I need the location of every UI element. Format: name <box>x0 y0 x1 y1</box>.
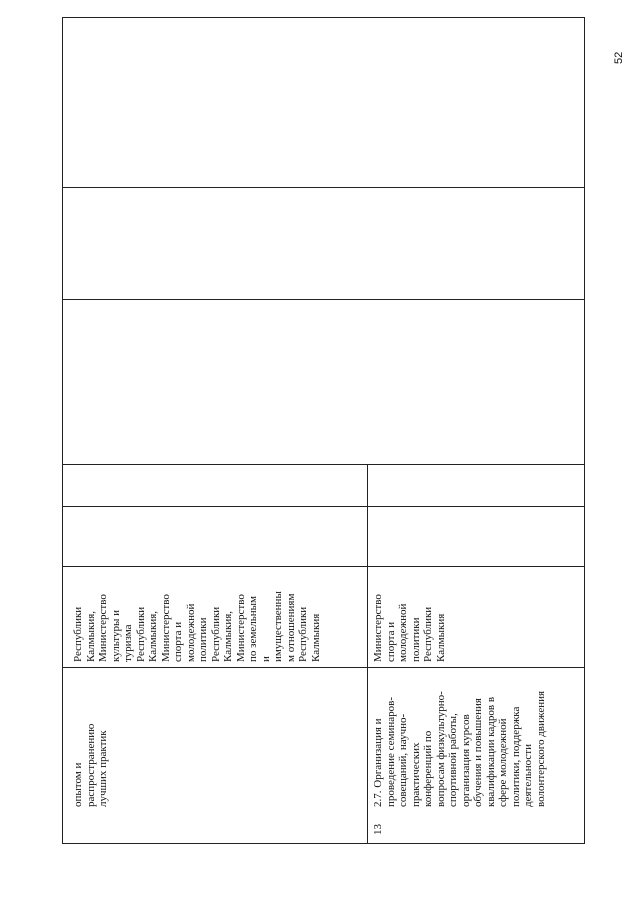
table-border-left <box>62 17 584 18</box>
row-2-measure: 2.7. Организация и проведение семинаров- совещаний, научно- практических конференций по вопросам физкультурно- спортивной работы, организация курсов обучения и повышения квалификации кадров в сфере молодежной политики, поддержка деятельности волонтерского движения <box>372 690 547 807</box>
row-1-executor: Республики Калмыкия, Министерство культуры и туризма Республики Калмыкия, Министерство спорта и молодежной политики Республики Калмыкия, Министерство по земельным и имущественны м отношениям Республики Калмыкия <box>72 591 322 662</box>
column-divider <box>62 566 584 567</box>
table-border-bottom <box>584 17 585 844</box>
column-divider <box>62 506 584 507</box>
row-2-executor: Министерство спорта и молодежной политики Республики Калмыкия <box>372 594 447 662</box>
column-divider <box>62 464 584 465</box>
table-border-top <box>62 17 63 844</box>
table-border-right <box>62 843 584 844</box>
column-divider <box>62 187 584 188</box>
row-1-measure: опытом и распространению лучших практик <box>72 723 109 807</box>
page-number: 52 <box>613 51 625 64</box>
row-divider <box>367 464 368 844</box>
row-2-number: 13 <box>372 824 384 835</box>
column-divider <box>62 299 584 300</box>
column-divider <box>62 667 584 668</box>
